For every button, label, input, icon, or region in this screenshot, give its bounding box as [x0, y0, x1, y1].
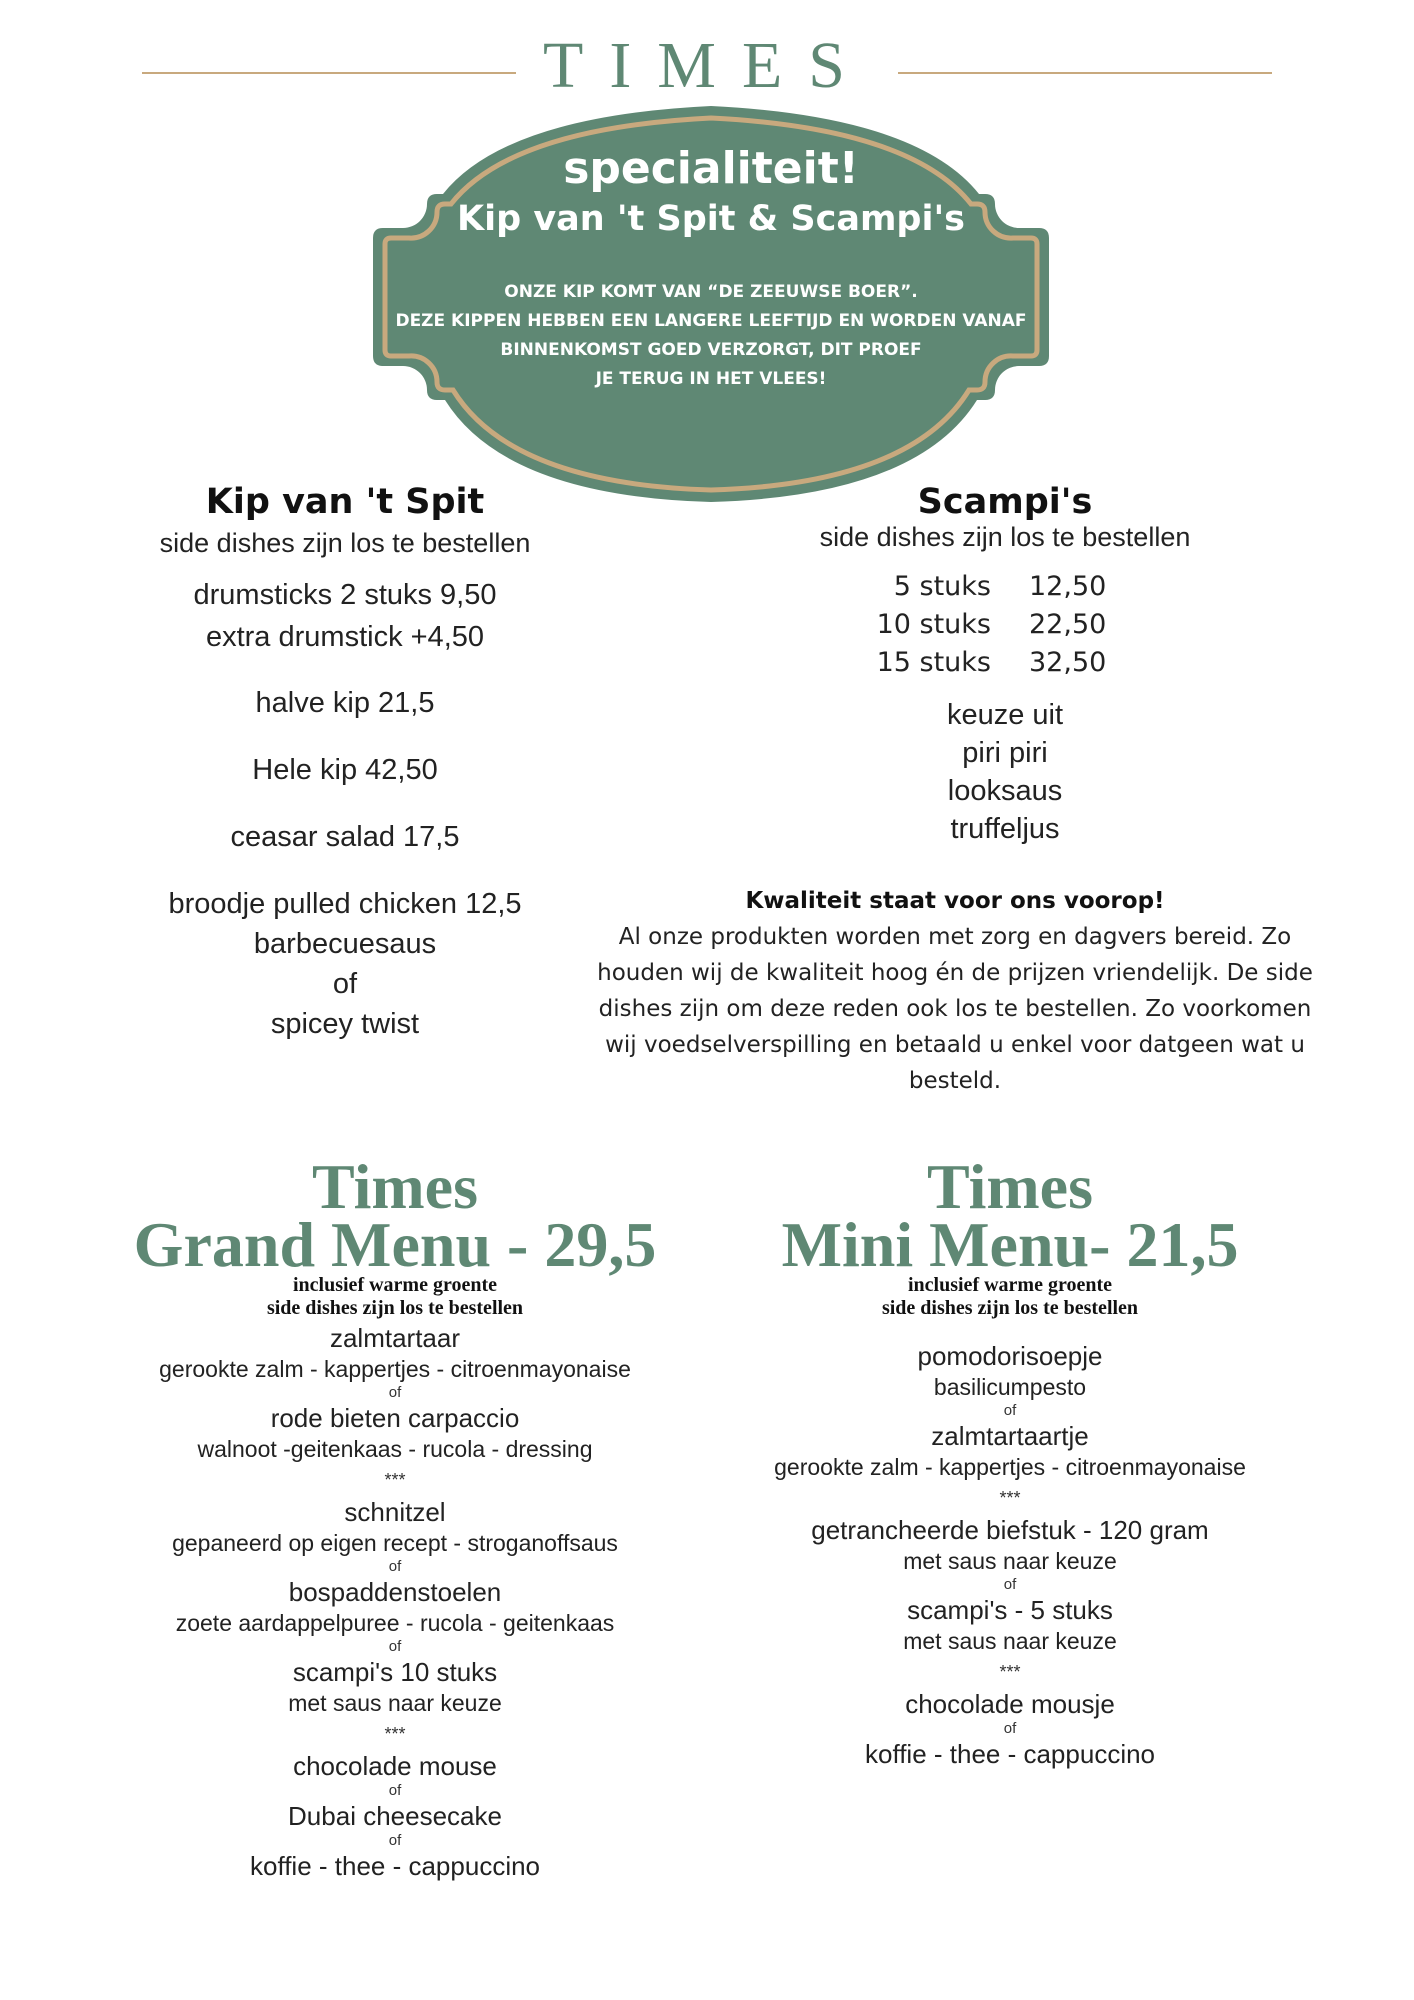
or-separator: of — [1003, 1402, 1017, 1419]
badge-line: DEZE KIPPEN HEBBEN EEN LANGERE LEEFTIJD EN WORDEN VANAF — [395, 311, 1027, 331]
dish-name: rode bieten carpaccio — [270, 1403, 520, 1433]
grand-menu-courses — [85, 1322, 705, 1882]
scampi-title: Scampi's — [917, 482, 1093, 522]
dish-description: zoete aardappelpuree - rucola - geitenkaas — [175, 1610, 615, 1636]
dish-name: zalmtartaartje — [931, 1421, 1089, 1451]
price-row — [760, 568, 1250, 606]
quality-heading: Kwaliteit staat voor ons voorop! — [745, 888, 1165, 914]
grand-menu-title-top: Times — [312, 1151, 478, 1222]
grand-menu — [85, 1151, 705, 1882]
menu-item: broodje pulled chicken 12,5 — [168, 888, 522, 920]
or-separator: of — [388, 1782, 402, 1799]
mini-menu — [700, 1151, 1320, 1770]
price-value: 32,50 — [1029, 647, 1107, 678]
menu-item: drumsticks 2 stuks 9,50 — [193, 579, 497, 611]
quality-line: dishes zijn om deze reden ook los te bestellen. Zo voorkomen — [598, 996, 1312, 1022]
sauce-item: looksaus — [947, 775, 1063, 807]
dish-description: gerookte zalm - kappertjes - citroenmayonaise — [159, 1356, 631, 1382]
course-separator: *** — [999, 1662, 1021, 1682]
dish-name: pomodorisoepje — [917, 1341, 1103, 1371]
course-separator: *** — [384, 1470, 406, 1490]
price-qty: 15 stuks — [876, 647, 991, 678]
sauce-choices — [760, 696, 1250, 848]
kip-title: Kip van 't Spit — [205, 482, 485, 522]
dish-name: scampi's 10 stuks — [292, 1657, 498, 1687]
mini-menu-title-top: Times — [927, 1151, 1093, 1222]
dish-description: met saus naar keuze — [903, 1548, 1117, 1574]
quality-line: wij voedselverspilling en betaald u enkel voor datgeen wat u — [605, 1032, 1305, 1058]
dish-name: Dubai cheesecake — [288, 1801, 502, 1831]
menu-item: spicey twist — [270, 1008, 420, 1040]
course-separator: *** — [999, 1488, 1021, 1508]
or-separator: of — [388, 1384, 402, 1401]
mini-menu-title: Mini Menu- 21,5 — [781, 1209, 1239, 1280]
grand-menu-note: inclusief warme groente — [292, 1274, 498, 1296]
menu-item: barbecuesaus — [253, 928, 437, 960]
menu-item: of — [332, 968, 358, 1000]
quality-line: besteld. — [908, 1068, 1002, 1094]
badge-line: JE TERUG IN HET VLEES! — [595, 369, 827, 389]
menu-item: extra drumstick +4,50 — [205, 621, 485, 653]
badge-line: BINNENKOMST GOED VERZORGT, DIT PROEF — [500, 340, 922, 360]
price-value: 12,50 — [1029, 571, 1107, 602]
price-qty: 10 stuks — [876, 609, 991, 640]
menu-item: Hele kip 42,50 — [252, 754, 438, 786]
or-separator: of — [1003, 1576, 1017, 1593]
menu-item: halve kip 21,5 — [255, 687, 435, 719]
dish-name: getrancheerde biefstuk - 120 gram — [811, 1515, 1209, 1545]
mini-menu-note: inclusief warme groente — [907, 1274, 1113, 1296]
or-separator: of — [1003, 1720, 1017, 1737]
scampi-note: side dishes zijn los te bestellen — [819, 522, 1191, 552]
dish-description: walnoot -geitenkaas - rucola - dressing — [197, 1436, 593, 1462]
grand-menu-title: Grand Menu - 29,5 — [133, 1209, 657, 1280]
kip-section — [100, 480, 590, 1043]
or-separator: of — [388, 1638, 402, 1655]
dish-description: met saus naar keuze — [288, 1690, 502, 1716]
or-separator: of — [388, 1558, 402, 1575]
sauce-item: truffeljus — [950, 813, 1060, 845]
sauce-item: keuze uit — [946, 699, 1064, 731]
dish-name: zalmtartaar — [329, 1323, 461, 1353]
dish-name: koffie - thee - cappuccino — [249, 1851, 541, 1881]
page-title: TIMES — [543, 29, 871, 102]
sauce-item: piri piri — [962, 737, 1048, 769]
quality-line: houden wij de kwaliteit hoog én de prijzen vriendelijk. De side — [597, 960, 1313, 986]
dish-description: gepaneerd op eigen recept - stroganoffsaus — [172, 1530, 618, 1556]
quality-line: Al onze produkten worden met zorg en dagvers bereid. Zo — [618, 924, 1292, 950]
dish-name: schnitzel — [344, 1497, 446, 1527]
grand-menu-note: side dishes zijn los te bestellen — [266, 1297, 524, 1319]
dish-name: chocolade mousje — [905, 1689, 1115, 1719]
badge-description — [378, 278, 1044, 394]
scampi-price-list — [760, 568, 1250, 682]
scampi-section — [760, 480, 1250, 848]
price-qty: 5 stuks — [893, 571, 991, 602]
dish-description: gerookte zalm - kappertjes - citroenmayonaise — [774, 1454, 1246, 1480]
badge-title: specialiteit! — [563, 143, 859, 194]
price-row — [760, 644, 1250, 682]
dish-name: chocolade mouse — [293, 1751, 497, 1781]
or-separator: of — [388, 1832, 402, 1849]
dish-name: koffie - thee - cappuccino — [864, 1739, 1156, 1769]
menu-item: ceasar salad 17,5 — [230, 821, 460, 853]
course-separator: *** — [384, 1724, 406, 1744]
dish-description: met saus naar keuze — [903, 1628, 1117, 1654]
quality-note — [555, 883, 1355, 1099]
header-rule-left — [142, 72, 516, 74]
price-value: 22,50 — [1029, 609, 1107, 640]
dish-name: bospaddenstoelen — [288, 1577, 502, 1607]
price-row — [760, 606, 1250, 644]
dish-name: scampi's - 5 stuks — [907, 1595, 1113, 1625]
badge-line: ONZE KIP KOMT VAN “DE ZEEUWSE BOER”. — [504, 282, 918, 302]
mini-menu-courses — [700, 1340, 1320, 1770]
kip-note: side dishes zijn los te bestellen — [159, 528, 531, 558]
dish-description: basilicumpesto — [933, 1374, 1087, 1400]
badge-subtitle: Kip van 't Spit & Scampi's — [456, 199, 966, 239]
mini-menu-note: side dishes zijn los te bestellen — [881, 1297, 1139, 1319]
header-rule-right — [898, 72, 1272, 74]
